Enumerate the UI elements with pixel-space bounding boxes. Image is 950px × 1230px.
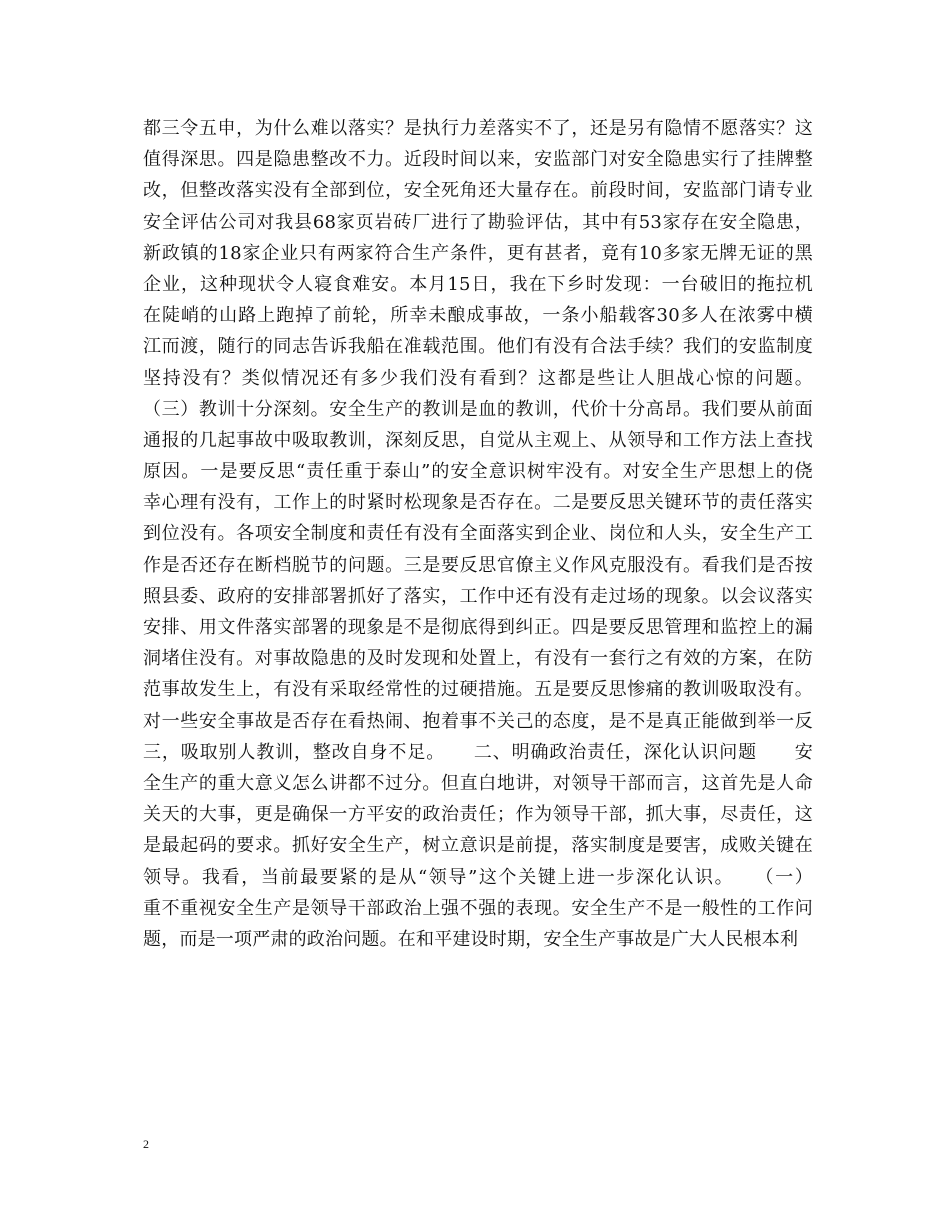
text-line: 题，而是一项严肃的政治问题。在和平建设时期，安全生产事故是广大人民根本利 — [143, 928, 799, 950]
text-line: 重不重视安全生产是领导干部政治上强不强的表现。安全生产不是一般性的工作问 — [143, 897, 813, 919]
text-line: 坚持没有？类似情况还有多少我们没有看到？这都是些让人胆战心惊的问题。 — [143, 367, 813, 389]
text-line: 幸心理有没有，工作上的时紧时松现象是否存在。二是要反思关键环节的责任落实 — [143, 492, 813, 514]
text-line: 全生产的重大意义怎么讲都不过分。但直白地讲，对领导干部而言，这首先是人命 — [143, 772, 813, 794]
text-line: 到位没有。各项安全制度和责任有没有全面落实到企业、岗位和人头，安全生产工 — [143, 523, 813, 545]
text-line: 改，但整改落实没有全部到位，安全死角还大量存在。前段时间，安监部门请专业 — [143, 180, 813, 202]
text-line: 通报的几起事故中吸取教训，深刻反思，自觉从主观上、从领导和工作方法上查找 — [143, 429, 813, 451]
text-line: 都三令五申，为什么难以落实？是执行力差落实不了，还是另有隐情不愿落实？这 — [143, 118, 813, 139]
text-line: 范事故发生上，有没有采取经常性的过硬措施。五是要反思惨痛的教训吸取没有。 — [143, 679, 813, 701]
text-line: 三，吸取别人教训，整改自身不足。 二、明确政治责任，深化认识问题 安 — [143, 741, 813, 763]
text-line: 江而渡，随行的同志告诉我船在准载范围。他们有没有合法手续？我们的安监制度 — [143, 336, 813, 358]
text-line: 在陡峭的山路上跑掉了前轮，所幸未酿成事故，一条小船载客30多人在浓雾中横 — [143, 305, 813, 327]
text-line: （三）教训十分深刻。安全生产的教训是血的教训，代价十分高昂。我们要从前面 — [143, 398, 813, 420]
text-line: 关天的大事，更是确保一方平安的政治责任；作为领导干部，抓大事，尽责任，这 — [143, 804, 813, 826]
text-line: 领导。我看，当前最要紧的是从“领导”这个关键上进一步深化认识。 （一） — [143, 866, 813, 888]
text-line: 安全评估公司对我县68家页岩砖厂进行了勘验评估，其中有53家存在安全隐患， — [143, 211, 813, 233]
page-number: 2 — [143, 1137, 149, 1151]
text-line: 安排、用文件落实部署的现象是不是彻底得到纠正。四是要反思管理和监控上的漏 — [143, 617, 813, 638]
text-line: 企业，这种现状令人寝食难安。本月15日，我在下乡时发现：一台破旧的拖拉机 — [143, 273, 813, 295]
text-line: 值得深思。四是隐患整改不力。近段时间以来，安监部门对安全隐患实行了挂牌整 — [143, 149, 813, 171]
text-line: 是最起码的要求。抓好安全生产，树立意识是前提，落实制度是要害，成败关键在 — [143, 835, 813, 857]
text-line: 原因。一是要反思“责任重于泰山”的安全意识树牢没有。对安全生产思想上的侥 — [143, 461, 813, 483]
text-line: 新政镇的18家企业只有两家符合生产条件，更有甚者，竟有10多家无牌无证的黑 — [143, 242, 813, 264]
body-text — [143, 113, 813, 955]
text-line: 对一些安全事故是否存在看热闹、抱着事不关己的态度，是不是真正能做到举一反 — [143, 710, 813, 732]
text-line: 洞堵住没有。对事故隐患的及时发现和处置上，有没有一套行之有效的方案，在防 — [143, 648, 813, 670]
text-line: 作是否还存在断档脱节的问题。三是要反思官僚主义作风克服没有。看我们是否按 — [143, 554, 813, 576]
text-line: 照县委、政府的安排部署抓好了落实，工作中还有没有走过场的现象。以会议落实 — [143, 585, 813, 607]
